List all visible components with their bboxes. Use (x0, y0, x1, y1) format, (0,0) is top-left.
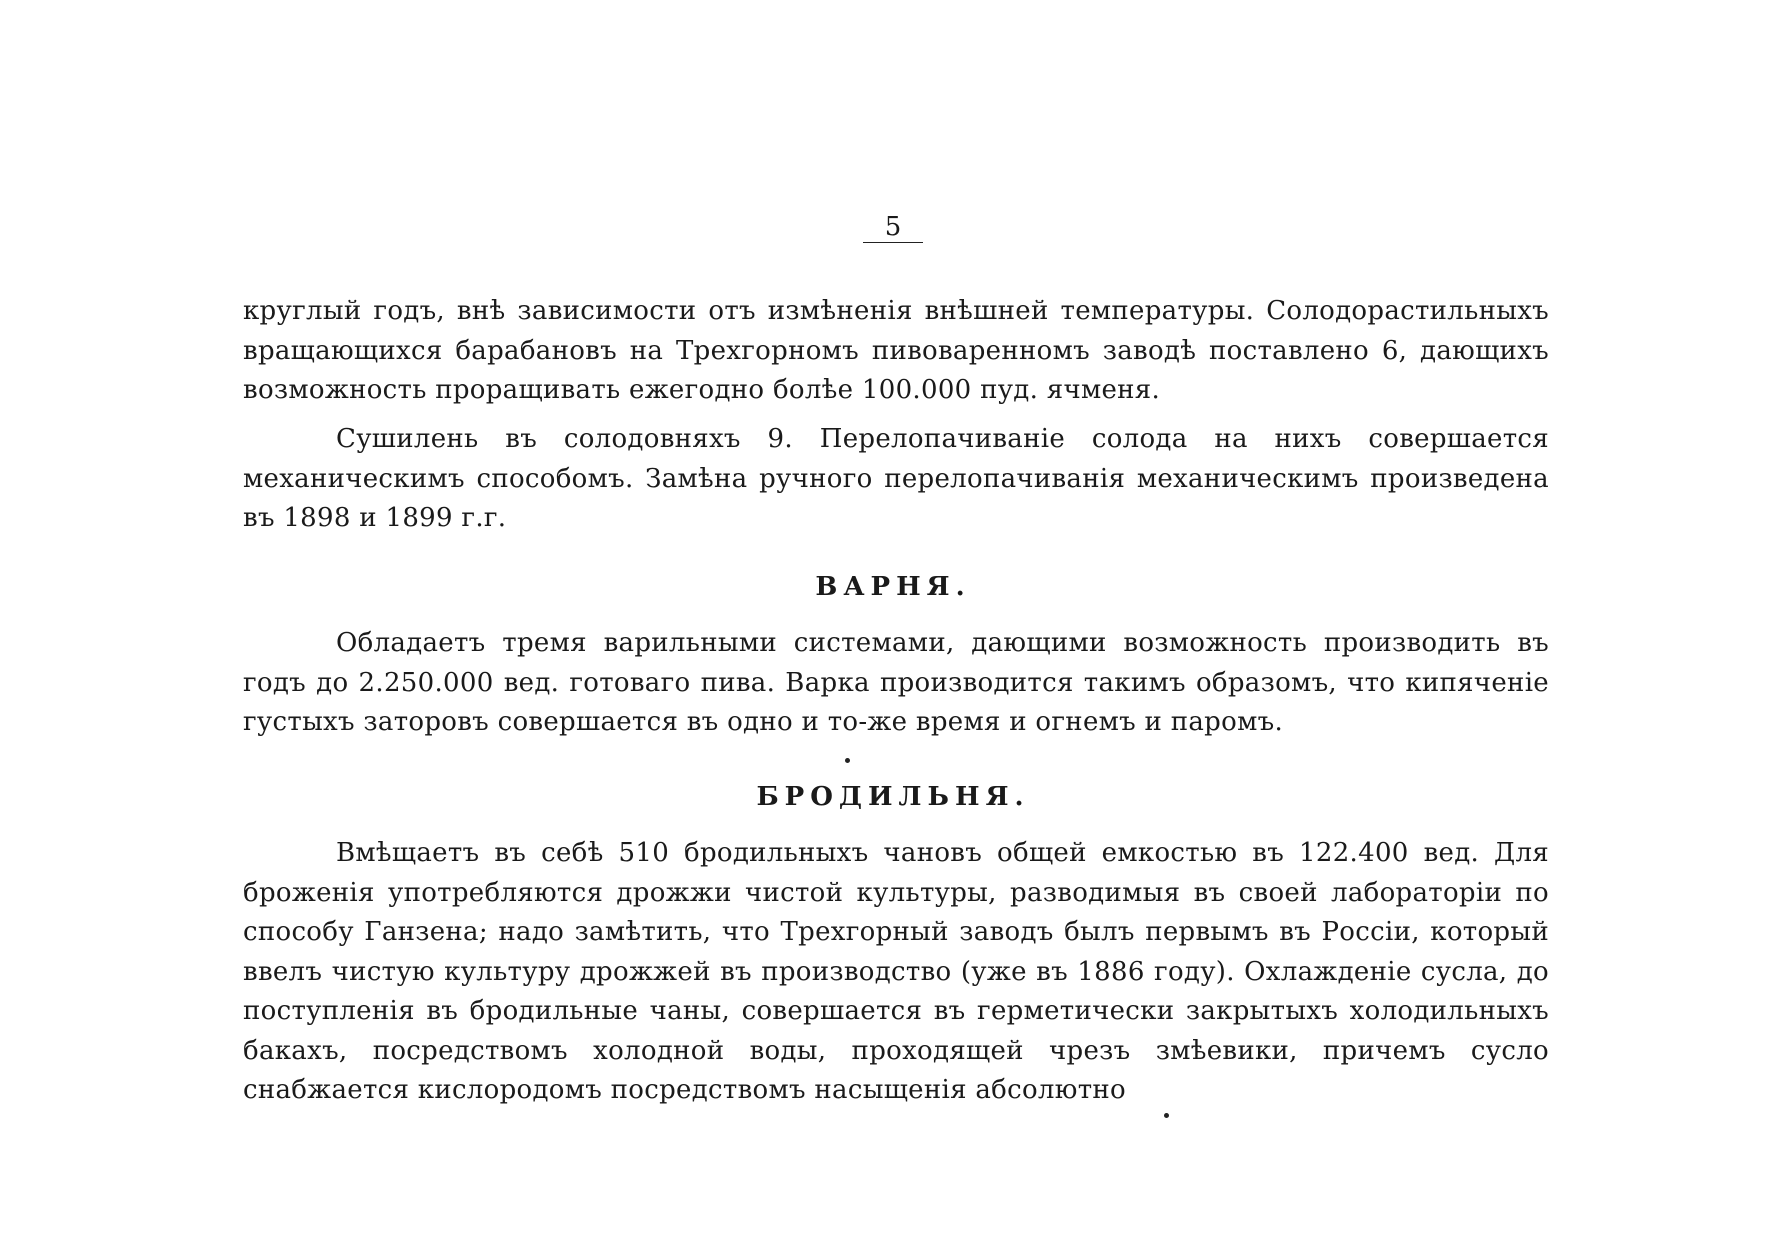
print-speck (1164, 1113, 1169, 1118)
paragraph-brodilnya: Вмѣщаетъ въ себѣ 510 бродильныхъ чановъ общей емкостью въ 122.400 вед. Для броженія употребляются дрожжи чистой культуры, разводимыя въ своей лабораторіи по способу Ганзена; надо замѣтить, что Трехгорный заводъ былъ первымъ въ Россіи, который ввелъ чистую культуру дрожжей въ производство (уже въ 1886 году). Охлажденіе сусла, до поступленія въ бродильные чаны, совершается въ герметически закрытыхъ холодильныхъ бакахъ, посредствомъ холодной воды, проходящей чрезъ змѣевики, причемъ сусло снабжается кислородомъ посредствомъ насыщенія абсолютно (243, 838, 1549, 1105)
paragraph-kilns: Сушилень въ солодовняхъ 9. Перелопачиваніе солода на нихъ совершается механическимъ способомъ. Замѣна ручного перелопачиванія механическимъ произведена въ 1898 и 1899 г.г. (243, 424, 1549, 533)
paragraph-varnya: Обладаетъ тремя варильными системами, дающими возможность производить въ годъ до 2.250.000 вед. готоваго пива. Варка производится такимъ образомъ, что кипяченіе густыхъ заторовъ совершается въ одно и то-же время и огнемъ и паромъ. (243, 628, 1549, 737)
paragraph-malting-drums: круглый годъ, внѣ зависимости отъ измѣненія внѣшней температуры. Солодорастильныхъ вращающихся барабановъ на Трехгорномъ пивоваренномъ заводѣ поставлено 6, дающихъ возможность проращивать ежегодно болѣе 100.000 пуд. ячменя. (243, 296, 1549, 405)
page-number-text: 5 (863, 212, 924, 243)
section-heading-varnya: ВАРНЯ. (815, 572, 971, 602)
print-speck (845, 758, 850, 763)
page-number (0, 212, 1786, 243)
section-heading-brodilnya: БРОДИЛЬНЯ. (756, 782, 1030, 812)
